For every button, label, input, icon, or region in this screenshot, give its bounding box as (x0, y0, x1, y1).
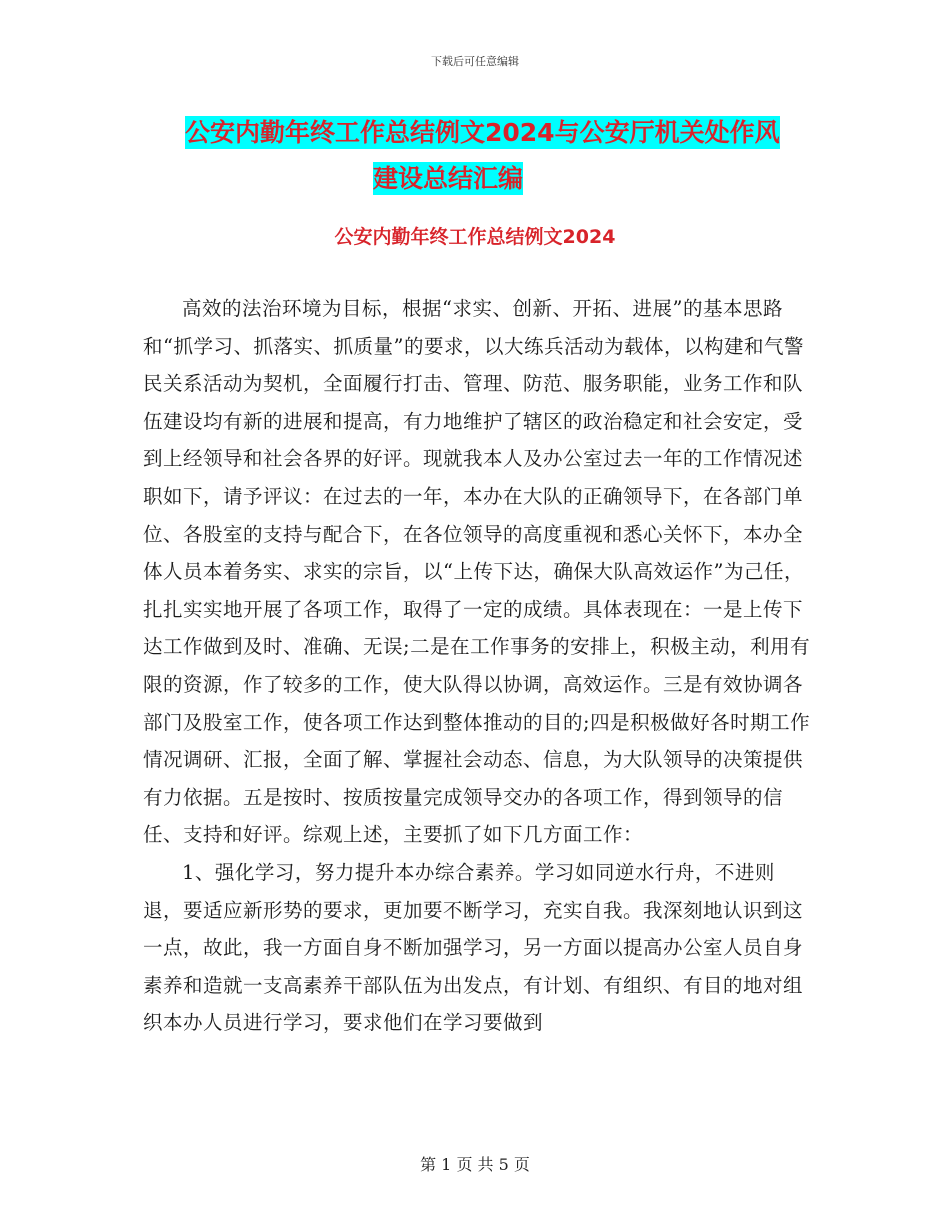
document-title (185, 110, 825, 202)
body-text (143, 290, 811, 1042)
section-title: 公安内勤年终工作总结例文2024 (334, 226, 616, 248)
page-footer: 第 1 页 共 5 页 (420, 1155, 530, 1174)
paragraph: 高效的法治环境为目标，根据“求实、创新、开拓、进展”的基本思路和“抓学习、抓落实、抓质量”的要求，以大练兵活动为载体，以构建和气警民关系活动为契机，全面履行打击、管理、防范、服务职能，业务工作和队伍建设均有新的进展和提高，有力地维护了辖区的政治稳定和社会安定，受到上经领导和社会各界的好评。现就我本人及办公室过去一年的工作情况述职如下，请予评议：在过去的一年，本办在大队的正确领导下，在各部门单位、各股室的支持与配合下，在各位领导的高度重视和悉心关怀下，本办全体人员本着务实、求实的宗旨，以“上传下达，确保大队高效运作”为己任，扎扎实实地开展了各项工作，取得了一定的成绩。具体表现在：一是上传下达工作做到及时、准确、无误;二是在工作事务的安排上，积极主动，利用有限的资源，作了较多的工作，使大队得以协调，高效运作。三是有效协调各部门及股室工作，使各项工作达到整体推动的目的;四是积极做好各时期工作情况调研、汇报，全面了解、掌握社会动态、信息，为大队领导的决策提供有力依据。五是按时、按质按量完成领导交办的各项工作，得到领导的信任、支持和好评。综观上述，主要抓了如下几方面工作： (143, 297, 811, 847)
document-title-line2: 建设总结汇编 (373, 164, 524, 193)
page-header-note: 下载后可任意编辑 (431, 55, 519, 68)
paragraph: 1、强化学习，努力提升本办综合素养。学习如同逆水行舟，不进则退，要适应新形势的要求，更加要不断学习，充实自我。我深刻地认识到这一点，故此，我一方面自身不断加强学习，另一方面以提高办公室人员自身素养和造就一支高素养干部队伍为出发点，有计划、有组织、有目的地对组织本办人员进行学习，要求他们在学习要做到 (143, 860, 804, 1035)
document-title-line1: 公安内勤年终工作总结例文2024与公安厅机关处作风 (185, 118, 780, 147)
